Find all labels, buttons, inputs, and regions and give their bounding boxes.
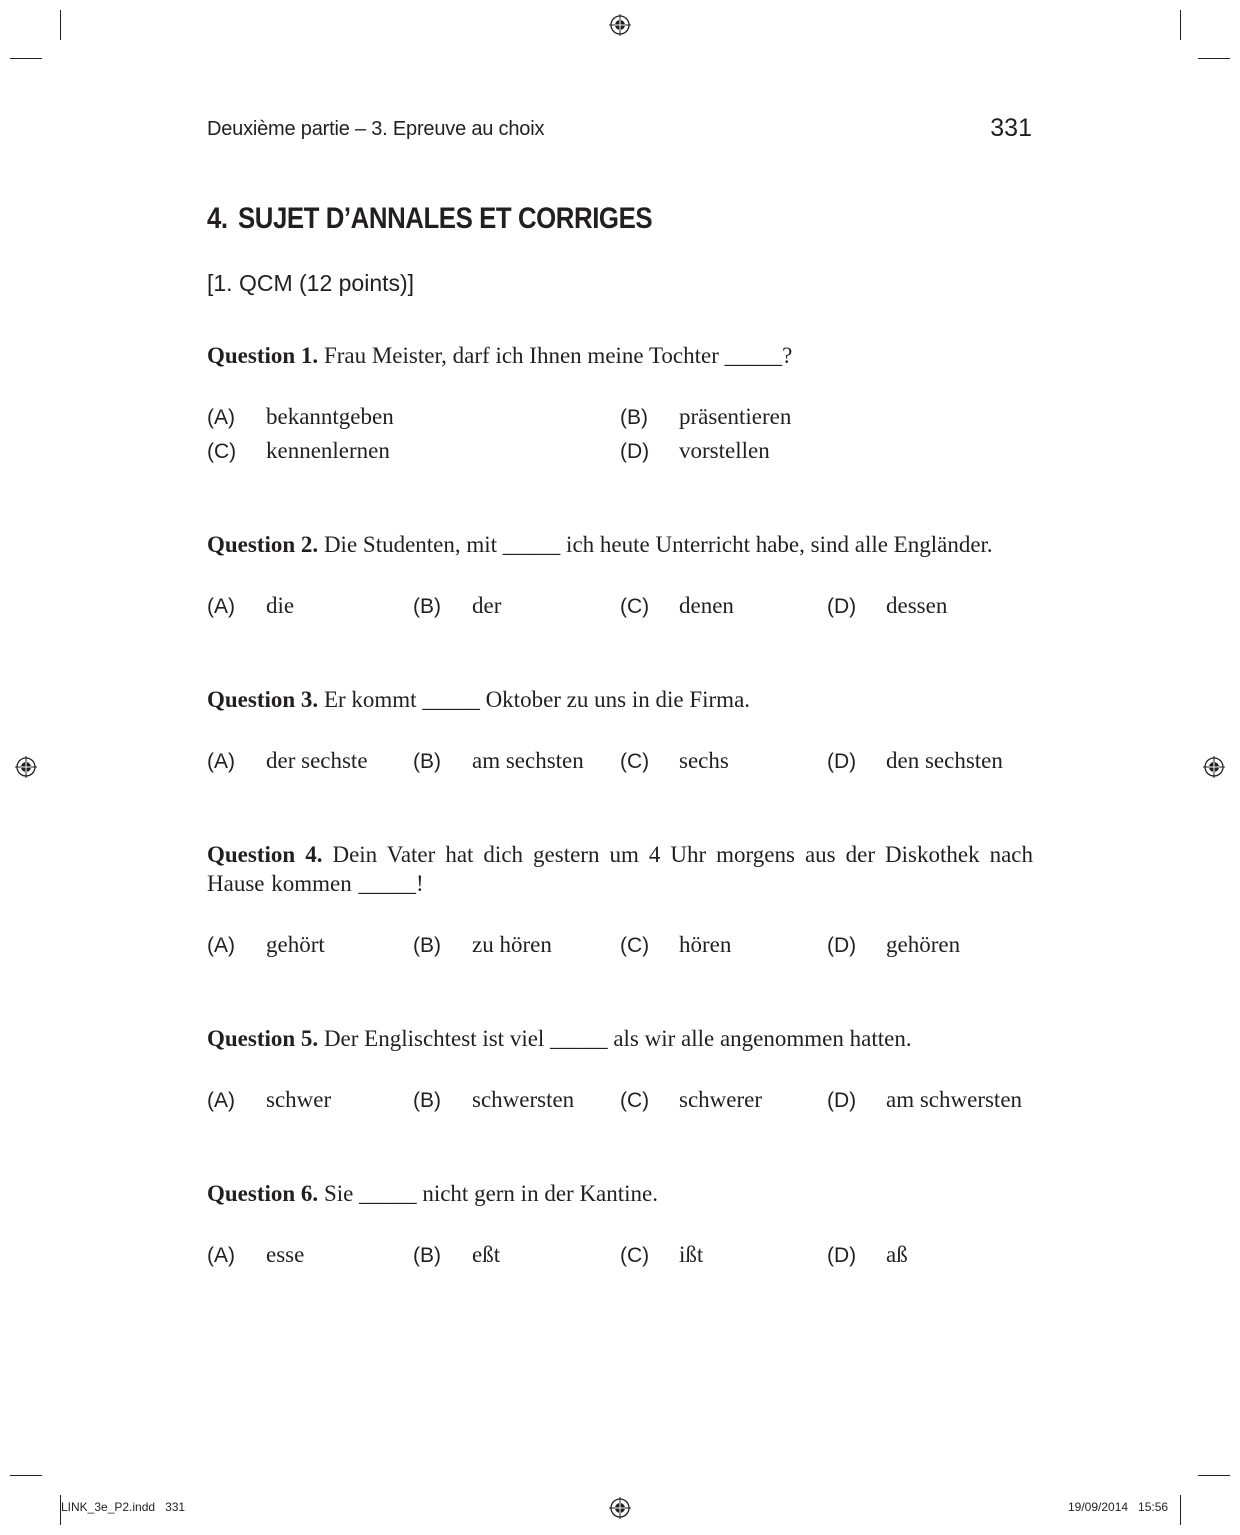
- question-2: [207, 530, 1033, 559]
- question-label: Question 6.: [207, 1181, 319, 1206]
- option-text: sechs: [679, 748, 729, 773]
- option-letter: (C): [207, 440, 237, 463]
- question-6: [207, 1179, 1033, 1208]
- question-1: [207, 341, 1033, 370]
- section-title: [207, 202, 652, 236]
- option-letter: (C): [620, 595, 650, 618]
- option-letter: (A): [207, 934, 235, 957]
- option-text: gehören: [886, 932, 961, 957]
- question-label: Question 1.: [207, 343, 319, 368]
- option-text: hören: [679, 932, 732, 957]
- question-text: Dein Vater hat dich gestern um 4 Uhr morgens aus der Diskothek nach Hause kommen _____!: [207, 842, 1033, 896]
- option-letter: (A): [207, 406, 235, 429]
- option-text: die: [266, 593, 295, 618]
- question-label: Question 2.: [207, 532, 319, 557]
- running-head: Deuxième partie – 3. Epreuve au choix: [207, 118, 545, 140]
- section-subtitle: [1. QCM (12 points)]: [207, 270, 415, 296]
- option-letter: (B): [620, 406, 648, 429]
- option-text: ißt: [679, 1242, 704, 1267]
- question-text: Die Studenten, mit _____ ich heute Unterricht habe, sind alle Engländer.: [323, 532, 993, 557]
- option-text: am sechsten: [472, 748, 584, 773]
- option-letter: (A): [207, 595, 235, 618]
- question-text: Frau Meister, darf ich Ihnen meine Tochter _____?: [323, 343, 793, 368]
- option-letter: (A): [207, 750, 235, 773]
- option-letter: (D): [620, 440, 650, 463]
- option-letter: (A): [207, 1089, 235, 1112]
- registration-mark-icon: [608, 13, 632, 37]
- registration-mark-icon: [1202, 755, 1226, 779]
- question-3: [207, 685, 1033, 714]
- slug-date-info: 19/09/2014 15:56: [1068, 1500, 1169, 1514]
- option-text: zu hören: [472, 932, 552, 957]
- option-text: der: [472, 593, 502, 618]
- option-text: bekanntgeben: [266, 404, 394, 429]
- crop-mark-top-right-vertical: [1180, 10, 1181, 40]
- option-letter: (B): [413, 934, 441, 957]
- question-label: Question 3.: [207, 687, 319, 712]
- crop-mark-bottom-right-vertical: [1180, 1495, 1181, 1525]
- option-letter: (C): [620, 1089, 650, 1112]
- option-letter: (C): [620, 750, 650, 773]
- option-text: esse: [266, 1242, 305, 1267]
- option-text: der sechste: [266, 748, 368, 773]
- question-text: Der Englischtest ist viel _____ als wir alle angenommen hatten.: [323, 1026, 912, 1051]
- registration-mark-icon: [608, 1496, 632, 1520]
- option-text: gehört: [266, 932, 325, 957]
- crop-mark-top-right-horizontal: [1198, 58, 1230, 59]
- question-label: Question 5.: [207, 1026, 319, 1051]
- question-4: [207, 840, 1033, 898]
- question-label: Question 4.: [207, 842, 323, 867]
- option-letter: (B): [413, 1089, 441, 1112]
- question-text: Sie _____ nicht gern in der Kantine.: [323, 1181, 658, 1206]
- option-letter: (D): [827, 1089, 857, 1112]
- crop-mark-top-left-vertical: [60, 10, 61, 40]
- crop-mark-bottom-right-horizontal: [1198, 1475, 1230, 1476]
- option-letter: (C): [620, 1244, 650, 1267]
- section-title-text: SUJET D’ANNALES ET CORRIGES: [237, 202, 653, 235]
- option-text: dessen: [886, 593, 948, 618]
- section-number: 4.: [207, 202, 228, 235]
- option-letter: (A): [207, 1244, 235, 1267]
- option-letter: (B): [413, 1244, 441, 1267]
- option-text: am schwersten: [886, 1087, 1023, 1112]
- option-text: schwersten: [472, 1087, 575, 1112]
- option-text: aß: [886, 1242, 908, 1267]
- question-5: [207, 1024, 1033, 1053]
- option-letter: (D): [827, 934, 857, 957]
- option-letter: (C): [620, 934, 650, 957]
- option-text: schwerer: [679, 1087, 763, 1112]
- question-text: Er kommt _____ Oktober zu uns in die Firma.: [323, 687, 751, 712]
- slug-file-info: LINK_3e_P2.indd 331: [61, 1500, 186, 1514]
- option-text: eßt: [472, 1242, 501, 1267]
- option-letter: (D): [827, 595, 857, 618]
- crop-mark-top-left-horizontal: [10, 58, 42, 59]
- option-text: präsentieren: [679, 404, 792, 429]
- registration-mark-icon: [14, 755, 38, 779]
- option-letter: (D): [827, 750, 857, 773]
- crop-mark-bottom-left-horizontal: [10, 1475, 42, 1476]
- option-text: denen: [679, 593, 734, 618]
- option-letter: (B): [413, 750, 441, 773]
- option-letter: (D): [827, 1244, 857, 1267]
- option-text: kennenlernen: [266, 438, 390, 463]
- option-letter: (B): [413, 595, 441, 618]
- page-number: 331: [990, 114, 1032, 142]
- option-text: den sechsten: [886, 748, 1003, 773]
- option-text: schwer: [266, 1087, 332, 1112]
- option-text: vorstellen: [679, 438, 770, 463]
